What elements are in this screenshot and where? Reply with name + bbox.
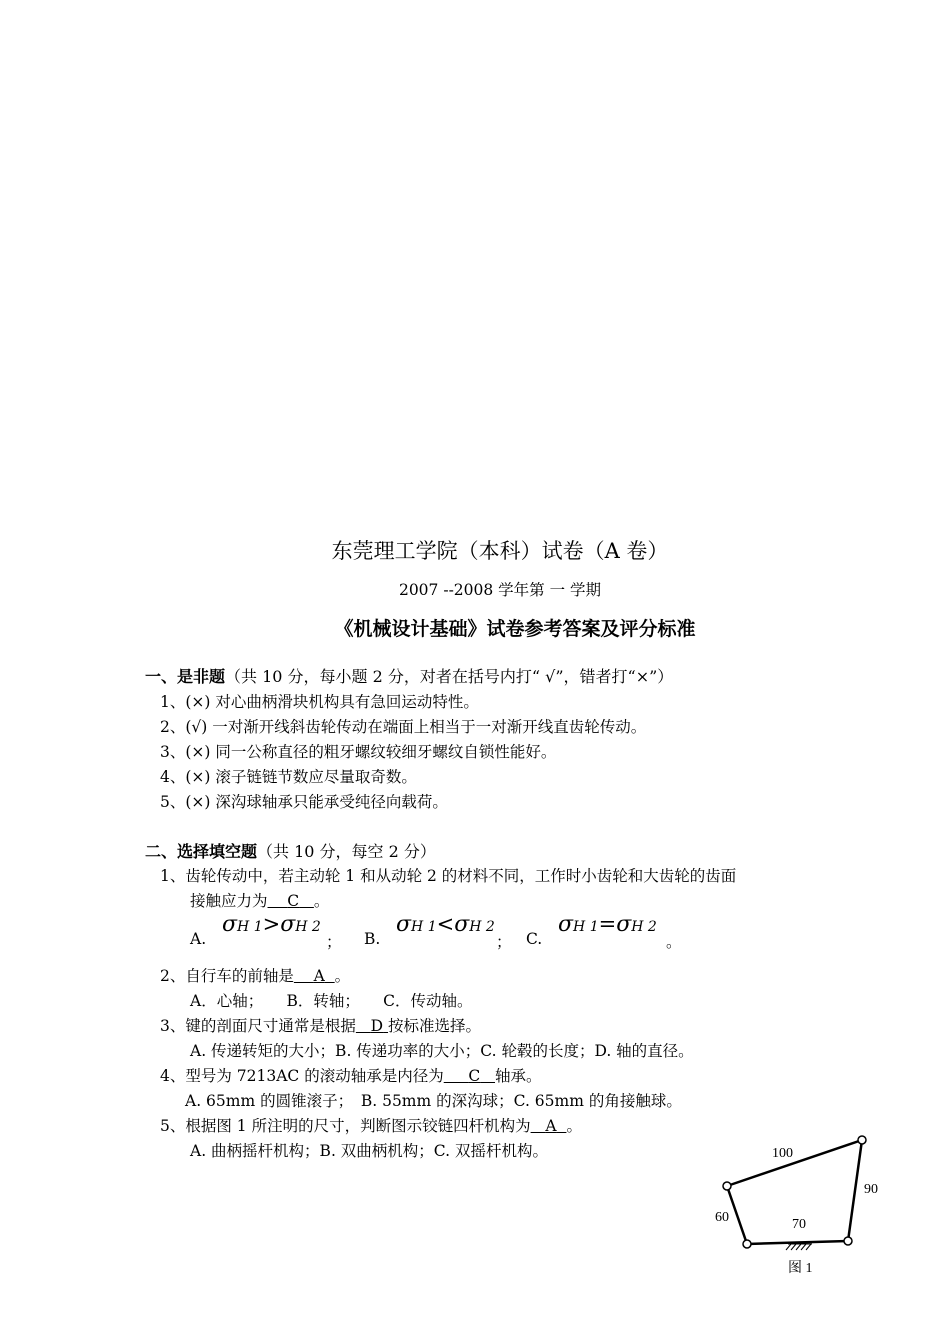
q1-option-b-formula: σH 1<σH 2 [396, 912, 495, 937]
section1-heading-line [145, 664, 673, 687]
section2-heading-line [145, 839, 436, 862]
term-line: 2007 --2008 学年第 一 学期 [398, 581, 602, 599]
crank-bar [727, 1186, 747, 1244]
q1-option-c-formula: σH 1=σH 2 [558, 912, 657, 937]
joint-c [844, 1237, 852, 1245]
question-4-answer: C [468, 1067, 481, 1085]
four-bar-linkage-figure [700, 1130, 900, 1290]
q1-option-a-label: A. [190, 930, 207, 948]
section1-note: （共 10 分，每小题 2 分，对者在括号内打“ √”，错者打“×”） [225, 667, 674, 686]
page-title: 东莞理工学院（本科）试卷（A 卷） [331, 539, 669, 563]
figure-caption: 图 1 [788, 1261, 813, 1276]
question-5-text: 5、根据图 1 所注明的尺寸，判断图示铰链四杆机构为 A 。 [160, 1117, 582, 1135]
q1-option-a-formula: σH 1>σH 2 [222, 912, 321, 937]
question-3-text: 3、键的剖面尺寸通常是根据 D 按标准选择。 [160, 1017, 482, 1035]
q1-option-a-sep: ； [326, 933, 342, 951]
section1-item-4: 4、(×) 滚子链链节数应尽量取奇数。 [160, 768, 417, 786]
joint-d [743, 1240, 751, 1248]
question-5-options: A. 曲柄摇杆机构；B. 双曲柄机构；C. 双摇杆机构。 [190, 1142, 548, 1160]
question-1-answer: C [287, 892, 300, 910]
answer-key-subtitle: 《机械设计基础》试卷参考答案及评分标准 [334, 618, 696, 640]
label-70: 70 [792, 1217, 806, 1232]
section1-item-2: 2、(√) 一对渐开线斜齿轮传动在端面上相当于一对渐开线直齿轮传动。 [160, 718, 647, 736]
rocker-bar [848, 1140, 862, 1241]
section2-heading: 二、选择填空题 [145, 842, 258, 861]
question-1-blank-line [190, 889, 329, 911]
label-100: 100 [772, 1146, 793, 1161]
question-3-options: A. 传递转矩的大小；B. 传递功率的大小；C. 轮毂的长度；D. 轴的直径。 [190, 1042, 694, 1060]
joint-a [723, 1182, 731, 1190]
coupler-bar [727, 1140, 862, 1186]
question-2-options: A．心轴； B．转轴； C．传动轴。 [190, 992, 473, 1010]
question-1-stem: 接触应力为 [190, 892, 268, 910]
label-60: 60 [715, 1210, 729, 1225]
question-1-text: 1、齿轮传动中，若主动轮 1 和从动轮 2 的材料不同，工作时小齿轮和大齿轮的齿面 [160, 867, 737, 885]
question-1-end: 。 [313, 892, 330, 910]
question-4-options: A. 65mm 的圆锥滚子； B. 55mm 的深沟球；C. 65mm 的角接触球。 [185, 1092, 682, 1110]
section1-item-3: 3、(×) 同一公称直径的粗牙螺纹较细牙螺纹自锁性能好。 [160, 743, 557, 761]
q1-option-c-label: C. [526, 930, 543, 948]
section1-item-5: 5、(×) 深沟球轴承只能承受纯径向载荷。 [160, 793, 448, 811]
joint-b [858, 1136, 866, 1144]
question-2-text: 2、自行车的前轴是 A 。 [160, 967, 351, 985]
q1-option-c-end: 。 [666, 933, 682, 951]
label-90: 90 [864, 1182, 878, 1197]
question-3-answer: D [370, 1017, 384, 1035]
ground-hatch [786, 1244, 812, 1250]
q1-option-b-label: B. [364, 930, 381, 948]
q1-option-b-sep: ； [496, 933, 512, 951]
question-5-answer: A [545, 1117, 557, 1135]
section2-note: （共 10 分，每空 2 分） [257, 842, 436, 861]
section1-heading: 一、是非题 [145, 667, 226, 686]
question-2-answer: A [313, 967, 325, 985]
question-4-text: 4、型号为 7213AC 的滚动轴承是内径为 C 轴承。 [160, 1067, 542, 1085]
section1-item-1: 1、(×) 对心曲柄滑块机构具有急回运动特性。 [160, 693, 479, 711]
